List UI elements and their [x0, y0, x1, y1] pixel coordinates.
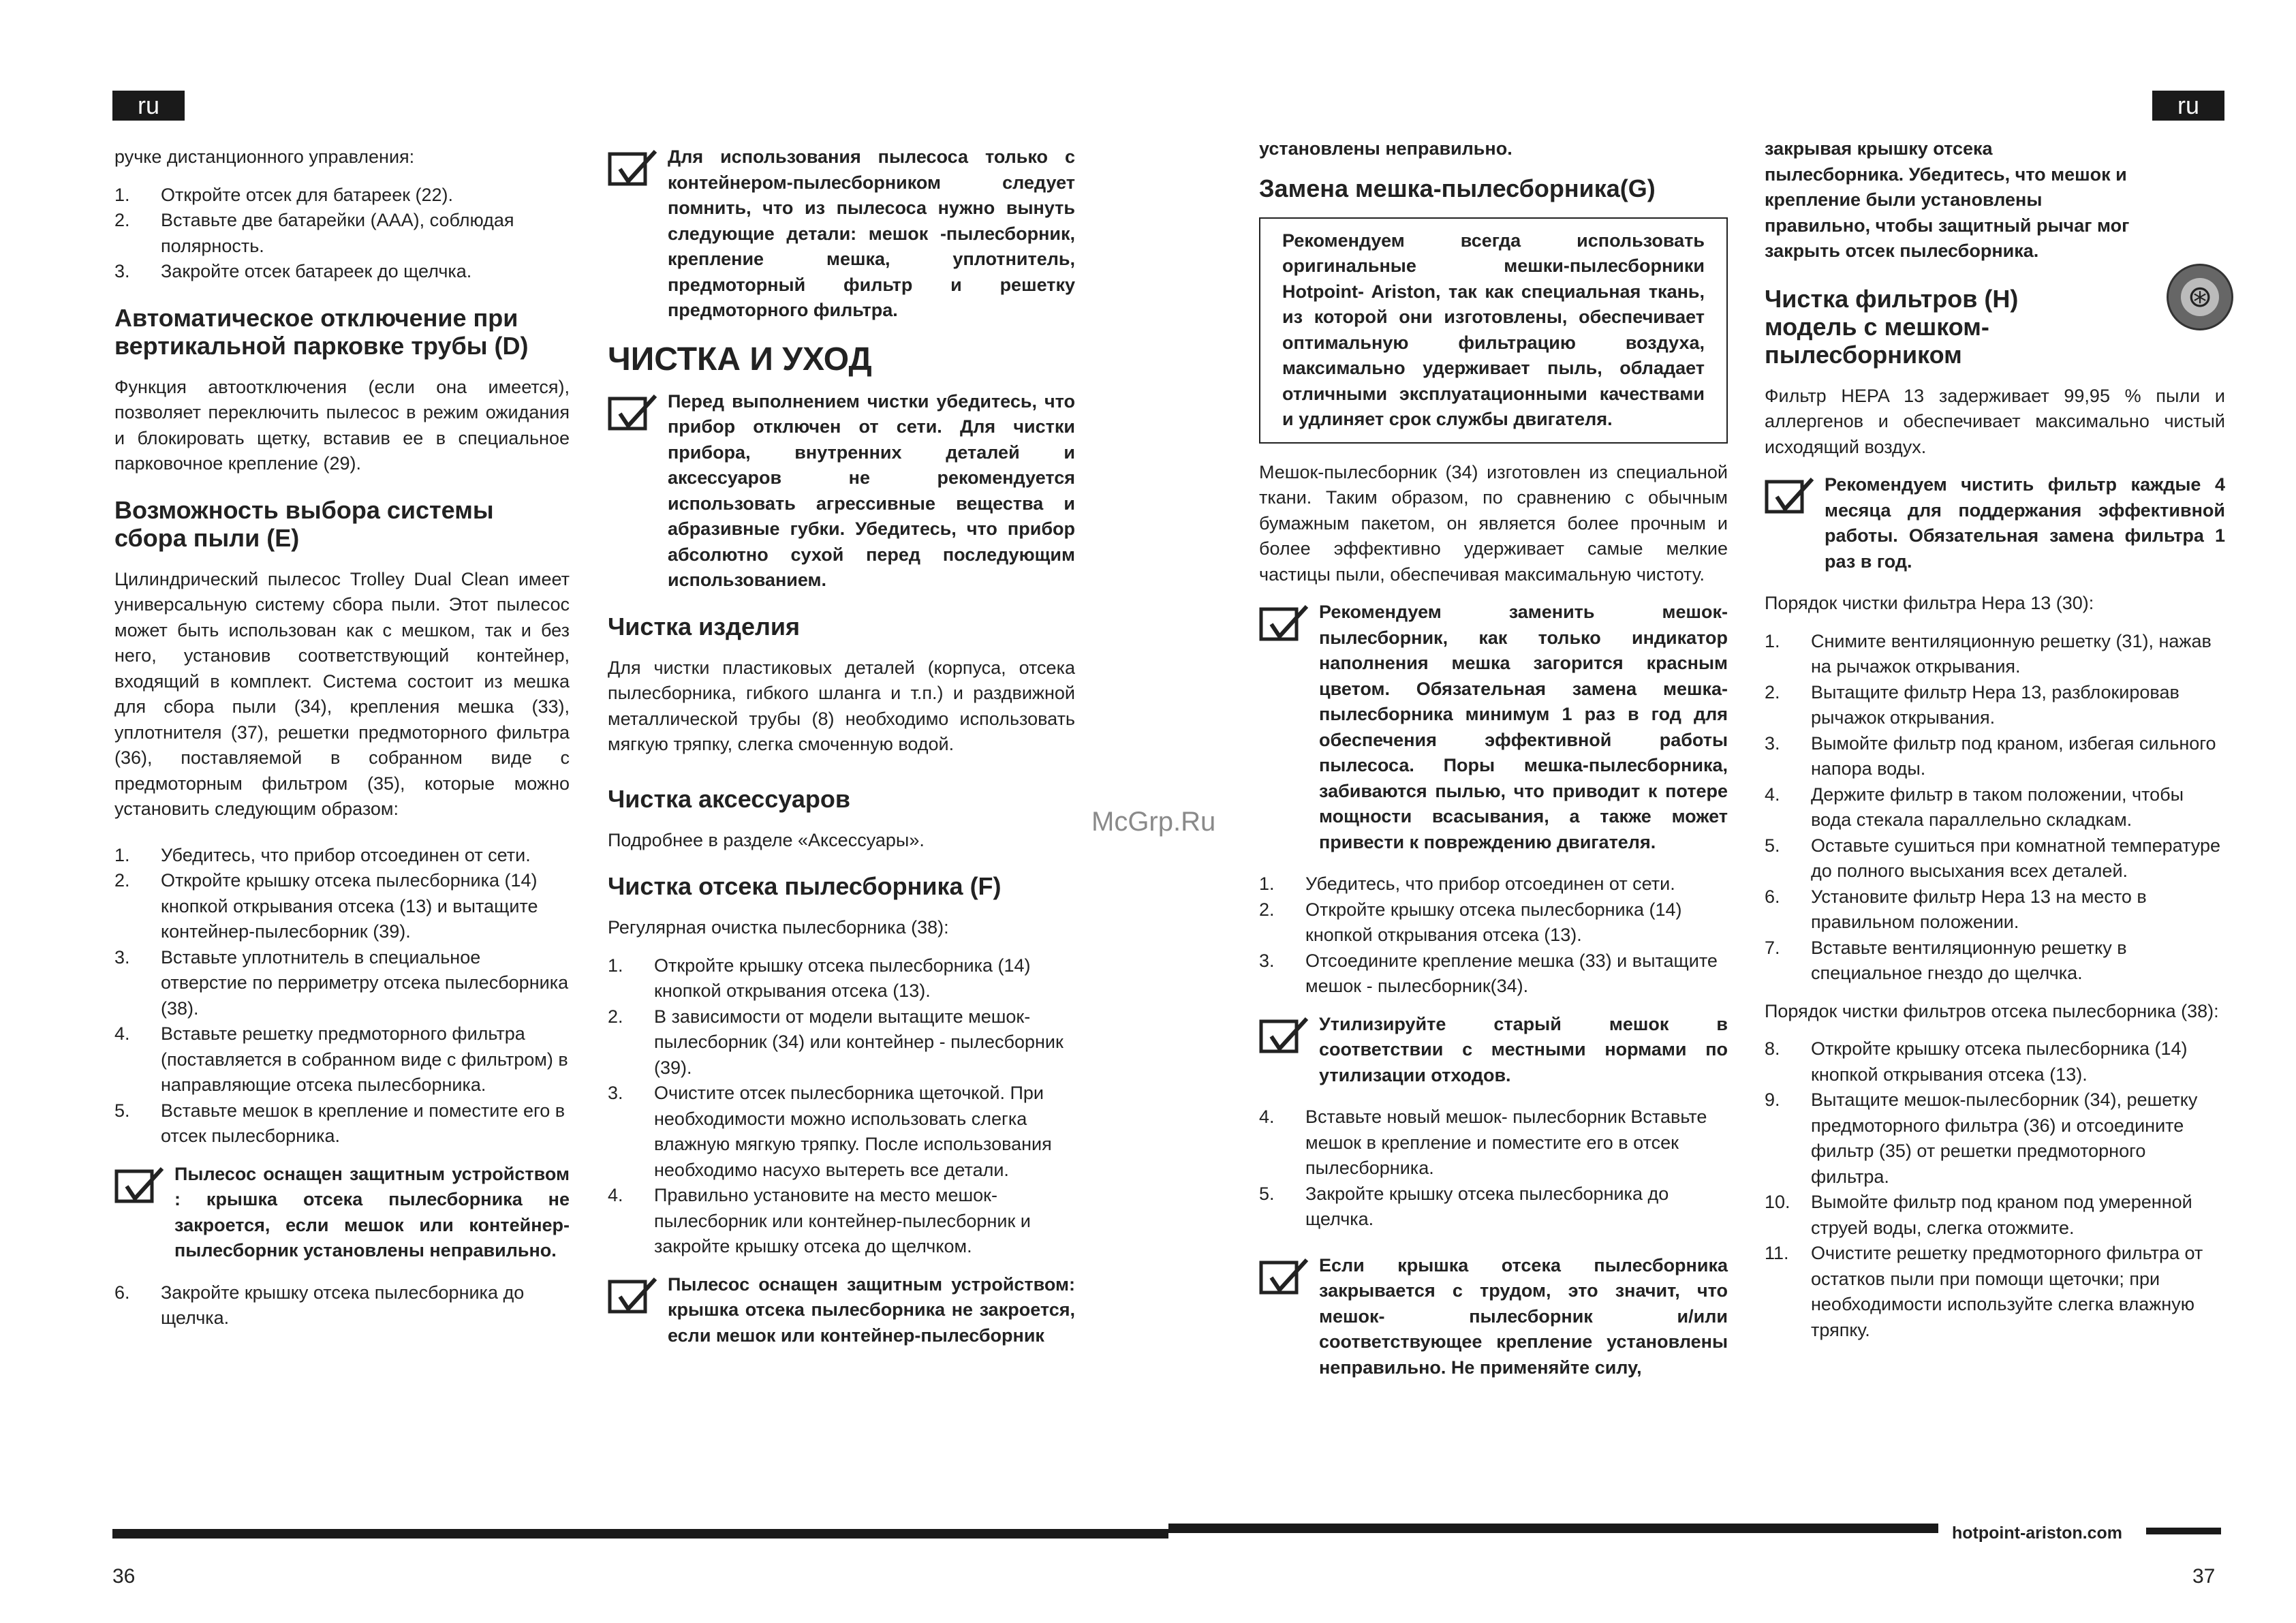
recommendation-box: Рекомендуем всегда использовать оригинальные мешки-пылесборники Hotpoint- Ariston, так как специальная ткань, из которой они изготовлены, обеспечивает оптимальную фильтрацию воздуха, максимально удерживает пыль, обладает отличными эксплуатационными качествами и удлиняет срок службы двигателя. — [1259, 217, 1728, 444]
list-item: 4. Держите фильтр в таком положении, чтобы вода стекала параллельно складкам. — [1765, 784, 2184, 830]
list-item: 5. Закройте крышку отсека пылесборника до щелчка. — [1259, 1183, 1669, 1229]
compartment-filter-steps — [1765, 1036, 2225, 1343]
footer-rule-right — [1168, 1524, 1938, 1533]
install-steps — [114, 843, 570, 1149]
watermark: McGrp.Ru — [1091, 807, 1216, 837]
heading-compartment: Чистка отсека пылесборника (F) — [608, 872, 1002, 900]
list-item: 3. Вставьте уплотнитель в специальное отверстие по перриметру отсека пылесборника (38). — [114, 946, 569, 1019]
checkbox-icon — [114, 1166, 166, 1204]
checkbox-icon — [608, 393, 660, 431]
heading-product-cleaning: Чистка изделия — [608, 612, 801, 640]
intro-text: ручке дистанционного управления: — [114, 146, 415, 167]
list-item: 9. Вытащите мешок-пылесборник (34), решетку предмоторного фильтра (36) и отсоедините фильтр (35) от решетки предмоторного фильтра. — [1765, 1089, 2198, 1187]
checkbox-icon — [1259, 1016, 1311, 1054]
continued-text: установлены неправильно. — [1259, 138, 1512, 159]
list-item: 2. Откройте крышку отсека пылесборника (14) кнопкой открывания отсека (13) и вытащите контейнер-пылесборник (39). — [114, 870, 538, 942]
list-item: 1. Снимите вентиляционную решетку (31), нажав на рычажок открывания. — [1765, 630, 2212, 677]
list-item: 2. В зависимости от модели вытащите мешок-пылесборник (34) или контейнер - пылесборник (39). — [608, 1006, 1064, 1078]
list-item: 4. Вставьте новый мешок- пылесборник Вставьте мешок в крепление и поместите его в отсек пылесборника. — [1259, 1107, 1707, 1178]
list-item: 5. Вставьте мешок в крепление и поместите его в отсек пылесборника. — [114, 1100, 565, 1146]
list-item: 6. Закройте крышку отсека пылесборника до щелчка. — [114, 1282, 525, 1328]
battery-steps — [114, 183, 570, 285]
list-item: 3. Отсоедините крепление мешка (33) и вытащите мешок - пылесборник(34). — [1259, 950, 1718, 996]
heading-accessories: Чистка аксессуаров — [608, 784, 850, 813]
heading-auto-off: Автоматическое отключение при вертикальной парковке трубы (D) — [114, 303, 529, 360]
list-item: 8. Откройте крышку отсека пылесборника (14) кнопкой открывания отсека (13). — [1765, 1038, 2188, 1085]
list-item: 5. Оставьте сушиться при комнатной температуре до полного высыхания всех деталей. — [1765, 835, 2221, 881]
note-dispose: Утилизируйте старый мешок в соответствии с местными нормами по утилизации отходов. — [1259, 1012, 1728, 1089]
paragraph-hepa: Фильтр HEPA 13 задерживает 99,95 % пыли и аллергенов и обеспечивает максимально чистый исходящий воздух. — [1765, 385, 2225, 457]
column-4 — [1765, 136, 2225, 1355]
hepa-steps — [1765, 629, 2225, 987]
note-replace-bag: Рекомендуем заменить мешок-пылесборник, как только индикатор наполнения мешка загорится красным цветом. Обязательная замена мешка-пылесборника минимум 1 раз в год для обеспечения эффективной работы пылесоса. Поры мешка-пылесборника, забиваются пылью, что приводит к потере мощности всасывания, а также может привести к повреждению двигателя. — [1259, 600, 1728, 855]
list-item: 1. Откройте крышку отсека пылесборника (14) кнопкой открывания отсека (13). — [608, 955, 1031, 1001]
note-protection-2: Пылесос оснащен защитным устройством: крышка отсека пылесборника не закроется, если мешок или контейнер-пылесборник — [608, 1272, 1075, 1349]
list-item: 2. Вытащите фильтр Hepa 13, разблокировав рычажок открывания. — [1765, 681, 2179, 728]
bag-steps — [1259, 871, 1728, 1000]
language-badge-right: ru — [2152, 91, 2224, 121]
list-item: 2. Вставьте две батарейки (AAA), соблюдая полярность. — [114, 210, 514, 256]
checkbox-icon — [608, 149, 660, 187]
list-item: 3. Вымойте фильтр под краном, избегая сильного напора воды. — [1765, 732, 2216, 779]
note-lid-difficult: Если крышка отсека пылесборника закрывается с трудом, это значит, что мешок- пылесборник и/или соответствующее крепление установлены неправильно. Не применяйте силу, — [1259, 1253, 1728, 1381]
paragraph-auto-off: Функция автоотключения (если она имеется), позволяет переключить пылесос в режим ожидания и блокировать щетку, вставив ее в специальное парковочное крепление (29). — [114, 376, 570, 474]
list-item: 10. Вымойте фильтр под краном под умеренной струей воды, слегка отожмите. — [1765, 1192, 2192, 1238]
paragraph-bag: Мешок-пылесборник (34) изготовлен из специальной ткани. Таким образом, по сравнению с обычным бумажным пакетом, он является более прочным и более эффективно удерживает самые мелкие частицы пыли, обеспечивая максимальную чистоту. — [1259, 461, 1728, 585]
bag-steps-continued — [1259, 1104, 1728, 1233]
language-badge-left: ru — [112, 91, 185, 121]
checkbox-icon — [1259, 604, 1311, 642]
list-item: 1. Убедитесь, что прибор отсоединен от сети. — [1259, 874, 1675, 894]
filter-icon: ⊛ — [2167, 264, 2233, 330]
paragraph-accessories: Подробнее в разделе «Аксессуары». — [608, 829, 925, 850]
heading-cleaning-care: ЧИСТКА И УХОД — [608, 341, 872, 377]
final-step — [114, 1280, 570, 1331]
list-item: 2. Откройте крышку отсека пылесборника (14) кнопкой открывания отсека (13). — [1259, 899, 1682, 945]
heading-filter-cleaning: Чистка фильтров (H) модель с мешком- пылесборником — [1765, 284, 2019, 369]
heading-bag-replacement: Замена мешка-пылесборника(G) — [1259, 174, 1656, 202]
list-item: 3. Закройте отсек батареек до щелчка. — [114, 261, 472, 281]
site-url: hotpoint-ariston.com — [1952, 1524, 2122, 1543]
list-item: 11. Очистите решетку предмоторного фильтра от остатков пыли при помощи щеточки; при необходимости используйте слегка влажную тряпку. — [1765, 1243, 2203, 1340]
page-number-right: 37 — [2192, 1565, 2216, 1588]
list-item: 3. Очистите отсек пылесборника щеточкой. При необходимости можно использовать слегка влажную мягкую тряпку. После использования необходимо насухо вытереть все детали. — [608, 1083, 1052, 1180]
checkbox-icon — [1765, 476, 1816, 514]
checkbox-icon — [608, 1276, 660, 1314]
list-item: 7. Вставьте вентиляционную решетку в специальное гнездо до щелчка. — [1765, 937, 2127, 983]
checkbox-icon — [1259, 1257, 1311, 1295]
page-number-left: 36 — [112, 1565, 136, 1588]
list-item: 4. Правильно установите на место мешок-пылесборник или контейнер-пылесборник и закройте крышку отсека до щелчком. — [608, 1185, 1031, 1256]
list-item: 1. Откройте отсек для батареек (22). — [114, 184, 454, 205]
footer-rule-left — [112, 1529, 1168, 1539]
column-3 — [1259, 136, 1728, 1397]
continued-text: закрывая крышку отсека пылесборника. Убедитесь, что мешок и крепление были установлены правильно, чтобы защитный рычаг мог закрыть отсек пылесборника. — [1765, 138, 2130, 261]
paragraph-compartment: Регулярная очистка пылесборника (38): — [608, 917, 949, 938]
column-1 — [114, 144, 570, 1344]
list-item: 1. Убедитесь, что прибор отсоединен от сети. — [114, 844, 531, 865]
compartment-steps — [608, 953, 1075, 1260]
paragraph-dust-system: Цилиндрический пылесос Trolley Dual Clean имеет универсальную систему сбора пыли. Этот пылесос может быть использован как с мешком, так и без него, установив соответствующий контейнер, входящий в комплект. Система состоит из мешка для сбора пыли (34), крепления мешка (33), уплотнителя (37), решетки предмоторного фильтра (36), поставляемой в собранном виде с предмоторным фильтром (35), которые можно установить следующим образом: — [114, 568, 570, 819]
paragraph-product-cleaning: Для чистки пластиковых деталей (корпуса, отсека пылесборника, гибкого шланга и т.п.) и раздвижной металлической трубы (8) необходимо использовать мягкую тряпку, слегка смоченную водой. — [608, 657, 1075, 754]
list-item: 6. Установите фильтр Hepa 13 на место в правильном положении. — [1765, 886, 2147, 932]
footer-rule-end — [2146, 1528, 2221, 1534]
note-container-only: Для использования пылесоса только с контейнером-пылесборником следует помнить, что из пылесоса нужно вынуть следующие детали: мешок -пылесборник, крепление мешка, уплотнитель, предмоторный фильтр и решетку предмоторного фильтра. — [608, 144, 1075, 324]
column-2 — [608, 144, 1075, 1365]
list-item: 4. Вставьте решетку предмоторного фильтра (поставляется в собранном виде с фильтром) в направляющие отсека пылесборника. — [114, 1023, 568, 1095]
note-protection: Пылесос оснащен защитным устройством : крышка отсека пылесборника не закроется, если мешок или контейнер-пылесборник установлены неправильно. — [114, 1162, 570, 1264]
note-before-cleaning: Перед выполнением чистки убедитесь, что прибор отключен от сети. Для чистки прибора, внутренних деталей и аксессуаров не рекомендуется использовать агрессивные вещества и абразивные губки. Убедитесь, что прибор абсолютно сухой перед последующим использованием. — [608, 389, 1075, 593]
heading-dust-system: Возможность выбора системы сбора пыли (E) — [114, 495, 494, 552]
paragraph-compartment-order: Порядок чистки фильтров отсека пылесборника (38): — [1765, 1000, 2219, 1021]
paragraph-hepa-order: Порядок чистки фильтра Hepa 13 (30): — [1765, 593, 2094, 613]
note-filter-schedule: Рекомендуем чистить фильтр каждые 4 месяца для поддержания эффективной работы. Обязательная замена фильтра 1 раз в год. — [1765, 472, 2225, 574]
